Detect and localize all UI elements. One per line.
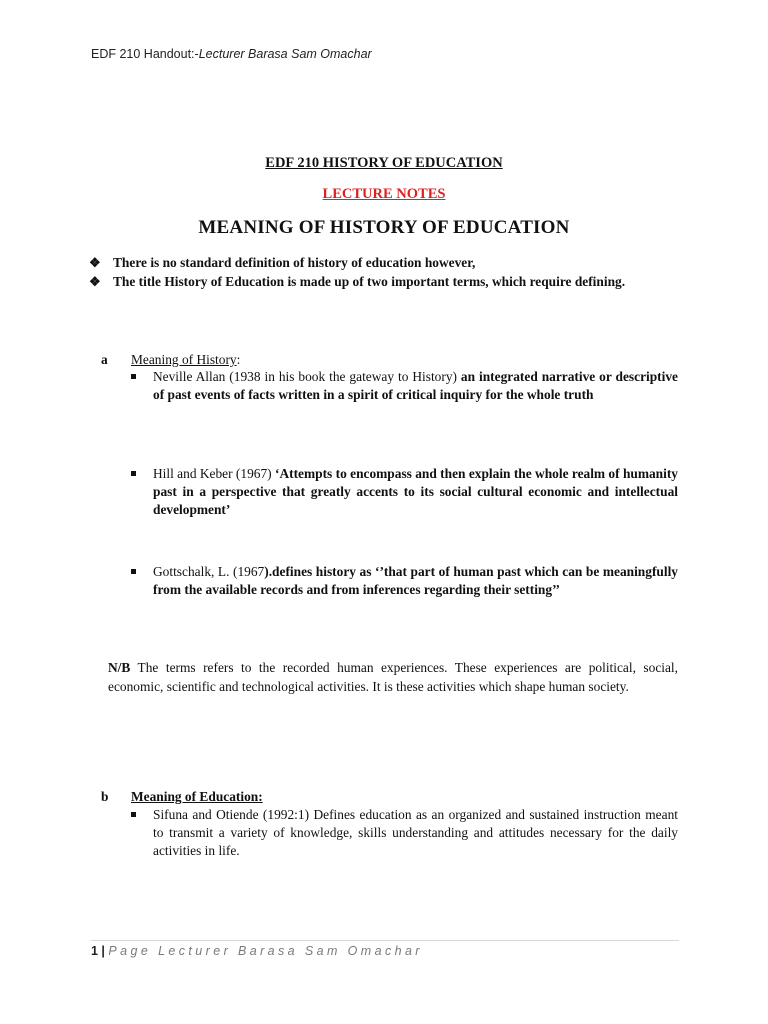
intro-list xyxy=(89,253,679,291)
history-definition-3 xyxy=(131,563,678,599)
definition-text: ‘Attempts to encompass and then explain the whole realm of humanity past in a perspective that greatly accents to its social cultural economic and intellectual development’ xyxy=(153,466,679,517)
section-a-title-text: Meaning of History xyxy=(131,352,237,367)
note-paragraph xyxy=(108,659,678,696)
intro-item-text: There is no standard definition of history of education however, xyxy=(113,255,476,270)
section-b-title-text: Meaning of Education: xyxy=(131,789,263,804)
section-b-title xyxy=(131,789,263,805)
footer-separator: | xyxy=(97,944,109,958)
square-bullet-icon xyxy=(131,569,136,574)
course-title: EDF 210 HISTORY OF EDUCATION xyxy=(265,155,503,171)
diamond-bullet-icon: ❖ xyxy=(89,274,101,289)
definition-text: Sifuna and Otiende (1992:1) Defines education as an organized and sustained instruction meant to transmit a variety of knowledge, skills understanding and attitudes necessary for the daily activities in life. xyxy=(153,807,678,858)
section-a-title-suffix: : xyxy=(236,352,241,367)
history-definition-2 xyxy=(131,465,678,519)
history-definition-1 xyxy=(131,368,678,404)
section-a-title xyxy=(131,352,240,368)
section-b-label: b xyxy=(101,789,109,804)
square-bullet-icon xyxy=(131,812,136,817)
list-item xyxy=(131,806,678,860)
main-heading: MEANING OF HISTORY OF EDUCATION xyxy=(198,217,570,238)
page-footer xyxy=(91,944,423,958)
header-lecturer: Lecturer Barasa Sam Omachar xyxy=(198,47,372,61)
intro-item xyxy=(89,272,679,291)
definition-source: Gottschalk, L. (1967 xyxy=(153,564,265,579)
note-text: The terms refers to the recorded human experiences. These experiences are political, social, economic, scientific and technological activities. It is these activities which shape human society. xyxy=(108,660,678,694)
section-a-label: a xyxy=(101,352,108,367)
intro-item-text: The title History of Education is made up of two important terms, which require defining. xyxy=(113,274,626,289)
definition-text: an integrated narrative or descriptive of past events of facts written in a spirit of critical inquiry for the whole truth xyxy=(153,369,678,402)
page-header xyxy=(91,47,372,61)
definition-source: Neville Allan (1938 in his book the gateway to History) xyxy=(153,369,461,384)
square-bullet-icon xyxy=(131,374,136,379)
footer-lecturer: Lecturer Barasa Sam Omachar xyxy=(158,944,423,958)
education-definition-1 xyxy=(131,806,678,860)
definition-source: Hill and Keber (1967) xyxy=(153,466,275,481)
list-item xyxy=(131,465,678,519)
diamond-bullet-icon: ❖ xyxy=(89,255,101,270)
list-item xyxy=(131,563,678,599)
header-course: EDF 210 Handout:- xyxy=(91,47,199,61)
footer-divider xyxy=(91,940,679,941)
page-number: 1 xyxy=(91,944,98,958)
list-item xyxy=(131,368,678,404)
definition-text: ).defines history as ‘’that part of human past which can be meaningfully from the available records and from inferences regarding their setting’’ xyxy=(153,564,678,597)
intro-item xyxy=(89,253,679,272)
note-label: N/B xyxy=(108,660,131,675)
lecture-notes-title: LECTURE NOTES xyxy=(322,186,446,202)
square-bullet-icon xyxy=(131,471,136,476)
footer-page-word: Page xyxy=(108,944,152,958)
